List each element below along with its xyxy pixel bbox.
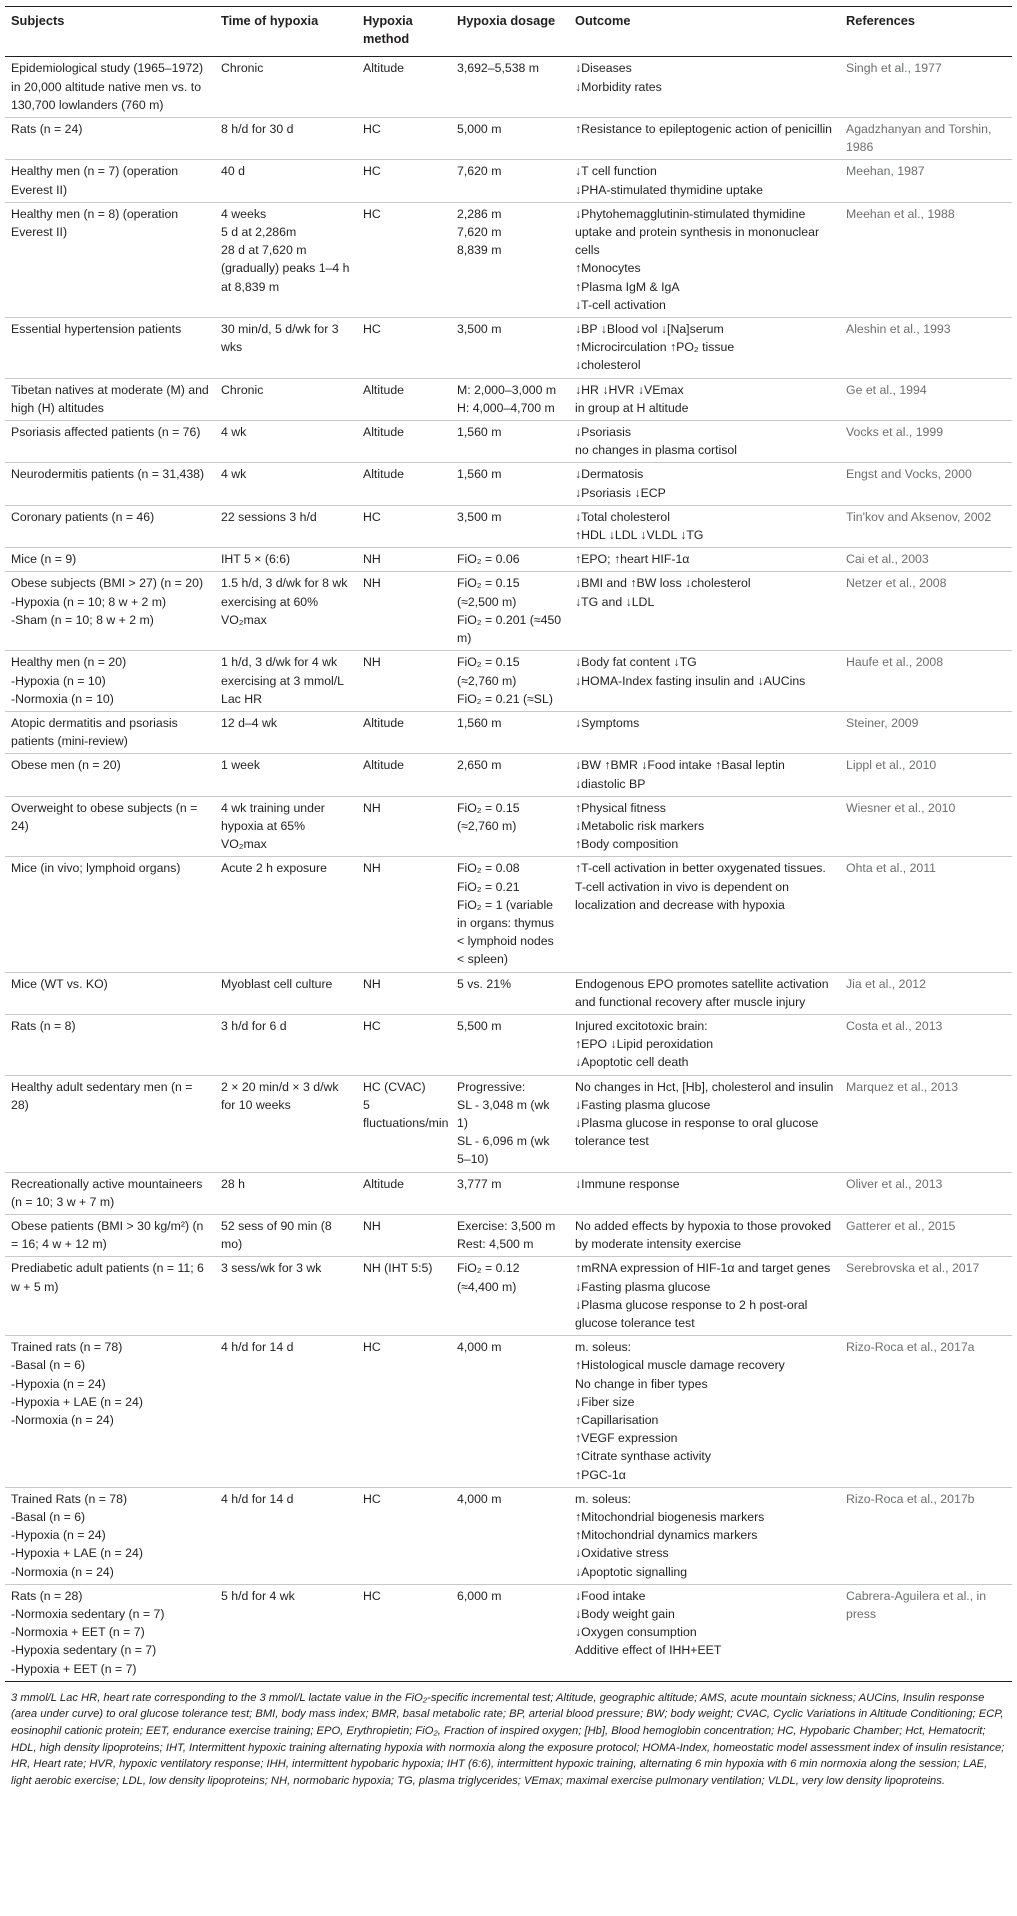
cell-method: Altitude bbox=[357, 463, 451, 505]
table-row bbox=[5, 972, 1012, 1014]
cell-outcome: ↑Physical fitness ↓Metabolic risk markers ↑Body composition bbox=[569, 796, 840, 857]
cell-subjects: Epidemiological study (1965–1972) in 20,000 altitude native men vs. to 130,700 lowlanders (760 m) bbox=[5, 57, 215, 118]
cell-method: NH bbox=[357, 1214, 451, 1256]
cell-method: Altitude bbox=[357, 57, 451, 118]
header-time-of-hypoxia: Time of hypoxia bbox=[215, 7, 357, 57]
cell-method: HC bbox=[357, 1014, 451, 1075]
cell-time: 1.5 h/d, 3 d/wk for 8 wk exercising at 60% VO₂max bbox=[215, 572, 357, 651]
table-row bbox=[5, 1257, 1012, 1336]
cell-time: 8 h/d for 30 d bbox=[215, 118, 357, 160]
cell-ref: Netzer et al., 2008 bbox=[840, 572, 1012, 651]
table-row bbox=[5, 1336, 1012, 1488]
cell-dosage: FiO₂ = 0.06 bbox=[451, 548, 569, 572]
cell-method: HC (CVAC) 5 fluctuations/min bbox=[357, 1075, 451, 1172]
cell-method: NH bbox=[357, 651, 451, 712]
cell-ref: Meehan et al., 1988 bbox=[840, 202, 1012, 317]
cell-ref: Cai et al., 2003 bbox=[840, 548, 1012, 572]
cell-subjects: Mice (in vivo; lymphoid organs) bbox=[5, 857, 215, 972]
table-header bbox=[5, 7, 1012, 57]
table-body bbox=[5, 57, 1012, 1681]
cell-ref: Jia et al., 2012 bbox=[840, 972, 1012, 1014]
cell-method: HC bbox=[357, 1584, 451, 1681]
cell-subjects: Trained rats (n = 78) -Basal (n = 6) -Hypoxia (n = 24) -Hypoxia + LAE (n = 24) -Normoxia (n = 24) bbox=[5, 1336, 215, 1488]
cell-time: 4 h/d for 14 d bbox=[215, 1336, 357, 1488]
cell-outcome: m. soleus: ↑Histological muscle damage recovery No change in fiber types ↓Fiber size ↑Capillarisation ↑VEGF expression ↑Citrate synthase activity ↑PGC-1α bbox=[569, 1336, 840, 1488]
cell-outcome: ↓Food intake ↓Body weight gain ↓Oxygen consumption Additive effect of IHH+EET bbox=[569, 1584, 840, 1681]
cell-time: 5 h/d for 4 wk bbox=[215, 1584, 357, 1681]
cell-method: NH bbox=[357, 796, 451, 857]
cell-ref: Lippl et al., 2010 bbox=[840, 754, 1012, 796]
cell-method: HC bbox=[357, 1336, 451, 1488]
header-hypoxia-method: Hypoxia method bbox=[357, 7, 451, 57]
cell-outcome: ↓Psoriasis no changes in plasma cortisol bbox=[569, 421, 840, 463]
cell-subjects: Neurodermitis patients (n = 31,438) bbox=[5, 463, 215, 505]
table-row bbox=[5, 421, 1012, 463]
cell-outcome: ↓Body fat content ↓TG ↓HOMA-Index fasting insulin and ↓AUCins bbox=[569, 651, 840, 712]
table-row bbox=[5, 548, 1012, 572]
cell-outcome: m. soleus: ↑Mitochondrial biogenesis markers ↑Mitochondrial dynamics markers ↓Oxidative stress ↓Apoptotic signalling bbox=[569, 1487, 840, 1584]
table-row bbox=[5, 651, 1012, 712]
cell-ref: Steiner, 2009 bbox=[840, 711, 1012, 753]
cell-time: Myoblast cell culture bbox=[215, 972, 357, 1014]
cell-time: 4 wk bbox=[215, 463, 357, 505]
cell-outcome: ↓T cell function ↓PHA-stimulated thymidine uptake bbox=[569, 160, 840, 202]
table-row bbox=[5, 711, 1012, 753]
cell-dosage: FiO₂ = 0.08 FiO₂ = 0.21 FiO₂ = 1 (variable in organs: thymus < lymphoid nodes < spleen) bbox=[451, 857, 569, 972]
cell-ref: Vocks et al., 1999 bbox=[840, 421, 1012, 463]
cell-dosage: 3,777 m bbox=[451, 1172, 569, 1214]
cell-subjects: Rats (n = 28) -Normoxia sedentary (n = 7) -Normoxia + EET (n = 7) -Hypoxia sedentary (n = 7) -Hypoxia + EET (n = 7) bbox=[5, 1584, 215, 1681]
cell-time: Acute 2 h exposure bbox=[215, 857, 357, 972]
cell-ref: Ohta et al., 2011 bbox=[840, 857, 1012, 972]
cell-method: Altitude bbox=[357, 378, 451, 420]
cell-subjects: Prediabetic adult patients (n = 11; 6 w + 5 m) bbox=[5, 1257, 215, 1336]
table-row bbox=[5, 754, 1012, 796]
cell-ref: Ge et al., 1994 bbox=[840, 378, 1012, 420]
cell-dosage: 3,500 m bbox=[451, 505, 569, 547]
table-row bbox=[5, 463, 1012, 505]
cell-outcome: ↓HR ↓HVR ↓VEmax in group at H altitude bbox=[569, 378, 840, 420]
cell-subjects: Obese patients (BMI > 30 kg/m²) (n = 16; 4 w + 12 m) bbox=[5, 1214, 215, 1256]
cell-outcome: ↓Phytohemagglutinin-stimulated thymidine uptake and protein synthesis in mononuclear cells ↑Monocytes ↑Plasma IgM & IgA ↓T-cell activation bbox=[569, 202, 840, 317]
cell-subjects: Recreationally active mountaineers (n = 10; 3 w + 7 m) bbox=[5, 1172, 215, 1214]
cell-ref: Rizo-Roca et al., 2017a bbox=[840, 1336, 1012, 1488]
cell-dosage: 1,560 m bbox=[451, 463, 569, 505]
cell-dosage: 7,620 m bbox=[451, 160, 569, 202]
cell-method: NH bbox=[357, 972, 451, 1014]
cell-ref: Tin'kov and Aksenov, 2002 bbox=[840, 505, 1012, 547]
table-row bbox=[5, 1075, 1012, 1172]
cell-time: 22 sessions 3 h/d bbox=[215, 505, 357, 547]
table-row bbox=[5, 378, 1012, 420]
cell-dosage: 4,000 m bbox=[451, 1487, 569, 1584]
cell-ref: Serebrovska et al., 2017 bbox=[840, 1257, 1012, 1336]
table-row bbox=[5, 1487, 1012, 1584]
cell-dosage: 5,000 m bbox=[451, 118, 569, 160]
cell-subjects: Psoriasis affected patients (n = 76) bbox=[5, 421, 215, 463]
cell-method: HC bbox=[357, 318, 451, 379]
cell-ref: Wiesner et al., 2010 bbox=[840, 796, 1012, 857]
cell-method: HC bbox=[357, 118, 451, 160]
cell-time: 1 week bbox=[215, 754, 357, 796]
cell-outcome: ↓Total cholesterol ↑HDL ↓LDL ↓VLDL ↓TG bbox=[569, 505, 840, 547]
cell-outcome: ↓Symptoms bbox=[569, 711, 840, 753]
cell-ref: Cabrera-Aguilera et al., in press bbox=[840, 1584, 1012, 1681]
cell-dosage: 5 vs. 21% bbox=[451, 972, 569, 1014]
cell-dosage: FiO₂ = 0.12 (≈4,400 m) bbox=[451, 1257, 569, 1336]
cell-time: 3 sess/wk for 3 wk bbox=[215, 1257, 357, 1336]
cell-dosage: FiO₂ = 0.15 (≈2,760 m) bbox=[451, 796, 569, 857]
cell-subjects: Trained Rats (n = 78) -Basal (n = 6) -Hypoxia (n = 24) -Hypoxia + LAE (n = 24) -Normoxia (n = 24) bbox=[5, 1487, 215, 1584]
cell-dosage: 1,560 m bbox=[451, 711, 569, 753]
cell-ref: Haufe et al., 2008 bbox=[840, 651, 1012, 712]
cell-ref: Gatterer et al., 2015 bbox=[840, 1214, 1012, 1256]
cell-subjects: Healthy adult sedentary men (n = 28) bbox=[5, 1075, 215, 1172]
cell-ref: Rizo-Roca et al., 2017b bbox=[840, 1487, 1012, 1584]
cell-subjects: Healthy men (n = 20) -Hypoxia (n = 10) -Normoxia (n = 10) bbox=[5, 651, 215, 712]
cell-method: HC bbox=[357, 1487, 451, 1584]
cell-method: NH bbox=[357, 857, 451, 972]
cell-dosage: 1,560 m bbox=[451, 421, 569, 463]
cell-dosage: 2,286 m 7,620 m 8,839 m bbox=[451, 202, 569, 317]
cell-dosage: 2,650 m bbox=[451, 754, 569, 796]
cell-dosage: FiO₂ = 0.15 (≈2,760 m) FiO₂ = 0.21 (≈SL) bbox=[451, 651, 569, 712]
cell-time: 4 wk training under hypoxia at 65% VO₂max bbox=[215, 796, 357, 857]
cell-method: HC bbox=[357, 202, 451, 317]
cell-subjects: Tibetan natives at moderate (M) and high (H) altitudes bbox=[5, 378, 215, 420]
cell-dosage: Exercise: 3,500 m Rest: 4,500 m bbox=[451, 1214, 569, 1256]
cell-subjects: Rats (n = 8) bbox=[5, 1014, 215, 1075]
cell-outcome: ↓BMI and ↑BW loss ↓cholesterol ↓TG and ↓LDL bbox=[569, 572, 840, 651]
cell-dosage: Progressive: SL - 3,048 m (wk 1) SL - 6,096 m (wk 5–10) bbox=[451, 1075, 569, 1172]
table-row bbox=[5, 857, 1012, 972]
cell-outcome: No changes in Hct, [Hb], cholesterol and insulin ↓Fasting plasma glucose ↓Plasma glucose in response to oral glucose tolerance test bbox=[569, 1075, 840, 1172]
table-row bbox=[5, 1214, 1012, 1256]
cell-time: 40 d bbox=[215, 160, 357, 202]
cell-ref: Agadzhanyan and Torshin, 1986 bbox=[840, 118, 1012, 160]
cell-time: Chronic bbox=[215, 378, 357, 420]
header-outcome: Outcome bbox=[569, 7, 840, 57]
cell-method: HC bbox=[357, 160, 451, 202]
cell-dosage: 3,500 m bbox=[451, 318, 569, 379]
cell-method: HC bbox=[357, 505, 451, 547]
header-hypoxia-dosage: Hypoxia dosage bbox=[451, 7, 569, 57]
cell-ref: Costa et al., 2013 bbox=[840, 1014, 1012, 1075]
cell-time: 3 h/d for 6 d bbox=[215, 1014, 357, 1075]
cell-outcome: Endogenous EPO promotes satellite activation and functional recovery after muscle injury bbox=[569, 972, 840, 1014]
table-row bbox=[5, 202, 1012, 317]
cell-subjects: Mice (WT vs. KO) bbox=[5, 972, 215, 1014]
cell-outcome: ↓Immune response bbox=[569, 1172, 840, 1214]
cell-method: Altitude bbox=[357, 421, 451, 463]
cell-outcome: ↑EPO; ↑heart HIF-1α bbox=[569, 548, 840, 572]
cell-time: 30 min/d, 5 d/wk for 3 wks bbox=[215, 318, 357, 379]
table-row bbox=[5, 1014, 1012, 1075]
cell-ref: Engst and Vocks, 2000 bbox=[840, 463, 1012, 505]
cell-time: 4 wk bbox=[215, 421, 357, 463]
cell-ref: Oliver et al., 2013 bbox=[840, 1172, 1012, 1214]
table-row bbox=[5, 118, 1012, 160]
cell-time: 28 h bbox=[215, 1172, 357, 1214]
cell-outcome: No added effects by hypoxia to those provoked by moderate intensity exercise bbox=[569, 1214, 840, 1256]
cell-method: Altitude bbox=[357, 754, 451, 796]
cell-dosage: 5,500 m bbox=[451, 1014, 569, 1075]
cell-method: NH bbox=[357, 548, 451, 572]
cell-subjects: Healthy men (n = 8) (operation Everest II) bbox=[5, 202, 215, 317]
cell-time: 4 h/d for 14 d bbox=[215, 1487, 357, 1584]
cell-dosage: M: 2,000–3,000 m H: 4,000–4,700 m bbox=[451, 378, 569, 420]
cell-subjects: Coronary patients (n = 46) bbox=[5, 505, 215, 547]
table-row bbox=[5, 1172, 1012, 1214]
cell-time: 1 h/d, 3 d/wk for 4 wk exercising at 3 mmol/L Lac HR bbox=[215, 651, 357, 712]
cell-ref: Aleshin et al., 1993 bbox=[840, 318, 1012, 379]
cell-subjects: Obese subjects (BMI > 27) (n = 20) -Hypoxia (n = 10; 8 w + 2 m) -Sham (n = 10; 8 w + 2 m) bbox=[5, 572, 215, 651]
cell-outcome: ↓Dermatosis ↓Psoriasis ↓ECP bbox=[569, 463, 840, 505]
cell-dosage: 6,000 m bbox=[451, 1584, 569, 1681]
table-row bbox=[5, 1584, 1012, 1681]
cell-ref: Singh et al., 1977 bbox=[840, 57, 1012, 118]
cell-method: NH bbox=[357, 572, 451, 651]
cell-dosage: 4,000 m bbox=[451, 1336, 569, 1488]
table-row bbox=[5, 796, 1012, 857]
cell-subjects: Healthy men (n = 7) (operation Everest II) bbox=[5, 160, 215, 202]
cell-method: Altitude bbox=[357, 1172, 451, 1214]
cell-outcome: ↓BW ↑BMR ↓Food intake ↑Basal leptin ↓diastolic BP bbox=[569, 754, 840, 796]
cell-outcome: ↓BP ↓Blood vol ↓[Na]serum ↑Microcirculation ↑PO₂ tissue ↓cholesterol bbox=[569, 318, 840, 379]
table-row bbox=[5, 160, 1012, 202]
table-row bbox=[5, 505, 1012, 547]
cell-outcome: ↑Resistance to epileptogenic action of penicillin bbox=[569, 118, 840, 160]
cell-outcome: ↑mRNA expression of HIF-1α and target genes ↓Fasting plasma glucose ↓Plasma glucose response to 2 h post-oral glucose tolerance test bbox=[569, 1257, 840, 1336]
header-row bbox=[5, 7, 1012, 57]
table-footnote: 3 mmol/L Lac HR, heart rate corresponding to the 3 mmol/L lactate value in the FiO₂-specific incremental test; Altitude, geographic altitude; AMS, acute mountain sickness; AUCins, Insulin response (area under curve) to oral glucose tolerance test; BMI, body mass index; BMR, basal metabolic rate; BP, arterial blood pressure; BW; body weight; CVAC, Cyclic Variations in Altitude Conditioning; ECP, eosinophil cationic protein; EET, endurance exercise training; EPO, Erythropietin; FiO₂, Fraction of inspired oxygen; [Hb], Blood hemoglobin concentration; HC, Hypobaric Chamber; Hct, Hematocrit; HDL, high density lipoproteins; IHT, Intermittent hypoxic training alternating hypoxia with normoxia along the exposure protocol; HOMA-Index, homeostatic model assessment index of insulin resistance; HR, Heart rate; HVR, hypoxic ventilatory response; IHH, intermittent hypobaric hypoxia; IHT (6:6), intermittent hypoxic training, alternating 6 min hypoxia with 6 min normoxia along the session; LAE, light aerobic exercise; LDL, low density lipoproteins; NH, normobaric hypoxia; TG, plasma triglycerides; VEmax; maximal exercise pulmonary ventilation; VLDL, very low density lipoproteins. bbox=[11, 1691, 1005, 1787]
cell-ref: Meehan, 1987 bbox=[840, 160, 1012, 202]
cell-subjects: Atopic dermatitis and psoriasis patients (mini-review) bbox=[5, 711, 215, 753]
cell-dosage: FiO₂ = 0.15 (≈2,500 m) FiO₂ = 0.201 (≈450 m) bbox=[451, 572, 569, 651]
hypoxia-studies-table bbox=[5, 6, 1012, 1682]
cell-time: 2 × 20 min/d × 3 d/wk for 10 weeks bbox=[215, 1075, 357, 1172]
cell-subjects: Rats (n = 24) bbox=[5, 118, 215, 160]
cell-subjects: Obese men (n = 20) bbox=[5, 754, 215, 796]
cell-subjects: Overweight to obese subjects (n = 24) bbox=[5, 796, 215, 857]
cell-subjects: Essential hypertension patients bbox=[5, 318, 215, 379]
cell-outcome: Injured excitotoxic brain: ↑EPO ↓Lipid peroxidation ↓Apoptotic cell death bbox=[569, 1014, 840, 1075]
cell-time: 4 weeks 5 d at 2,286m 28 d at 7,620 m (gradually) peaks 1–4 h at 8,839 m bbox=[215, 202, 357, 317]
cell-time: Chronic bbox=[215, 57, 357, 118]
cell-ref: Marquez et al., 2013 bbox=[840, 1075, 1012, 1172]
cell-dosage: 3,692–5,538 m bbox=[451, 57, 569, 118]
table-row bbox=[5, 318, 1012, 379]
cell-outcome: ↑T-cell activation in better oxygenated tissues. T-cell activation in vivo is dependent on localization and decrease with hypoxia bbox=[569, 857, 840, 972]
cell-outcome: ↓Diseases ↓Morbidity rates bbox=[569, 57, 840, 118]
table-row bbox=[5, 572, 1012, 651]
header-references: References bbox=[840, 7, 1012, 57]
cell-subjects: Mice (n = 9) bbox=[5, 548, 215, 572]
cell-method: Altitude bbox=[357, 711, 451, 753]
header-subjects: Subjects bbox=[5, 7, 215, 57]
cell-time: 52 sess of 90 min (8 mo) bbox=[215, 1214, 357, 1256]
cell-time: 12 d–4 wk bbox=[215, 711, 357, 753]
cell-time: IHT 5 × (6:6) bbox=[215, 548, 357, 572]
cell-method: NH (IHT 5:5) bbox=[357, 1257, 451, 1336]
table-row bbox=[5, 57, 1012, 118]
